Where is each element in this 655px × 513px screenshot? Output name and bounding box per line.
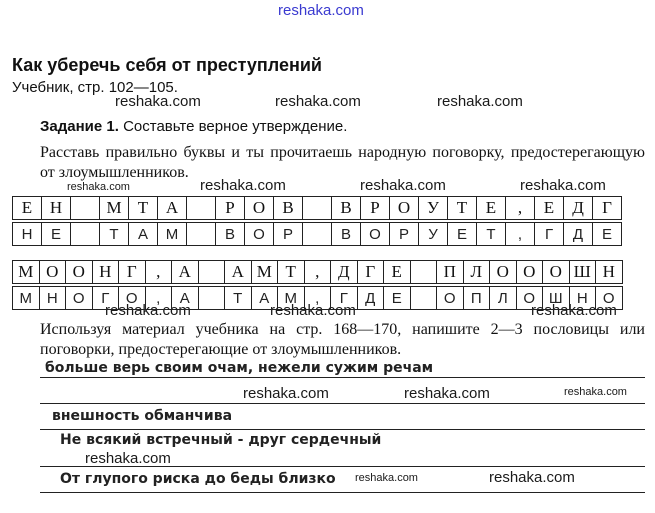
puzzle-cell [186, 222, 216, 246]
puzzle-cell: Е [383, 286, 411, 310]
puzzle-row2-scrambled [12, 260, 622, 283]
puzzle-cell: М [12, 286, 40, 310]
puzzle-cell: Т [128, 196, 158, 220]
puzzle-cell: Т [99, 222, 129, 246]
puzzle-cell: П [436, 260, 464, 284]
puzzle-cell: О [65, 286, 93, 310]
puzzle-cell: Р [389, 222, 419, 246]
puzzle-cell: О [244, 222, 274, 246]
puzzle-cell: Л [489, 286, 517, 310]
watermark: reshaka.com [200, 177, 286, 194]
puzzle-cell: Г [357, 260, 385, 284]
puzzle-cell: Ш [542, 286, 570, 310]
puzzle-cell: Г [534, 222, 564, 246]
task-heading [40, 118, 347, 135]
puzzle-cell: Н [41, 196, 71, 220]
answer-line [40, 377, 645, 378]
puzzle-cell: О [389, 196, 419, 220]
puzzle-cell: Г [92, 286, 120, 310]
puzzle-cell: У [418, 196, 448, 220]
puzzle-cell: Н [595, 260, 623, 284]
watermark: reshaka.com [275, 93, 361, 110]
puzzle-cell: О [244, 196, 274, 220]
puzzle-cell: Г [592, 196, 622, 220]
puzzle-cell: В [331, 222, 361, 246]
puzzle-cell: А [157, 196, 187, 220]
page-subtitle: Учебник, стр. 102—105. [12, 79, 178, 96]
puzzle-cell: Р [273, 222, 303, 246]
answer-1: больше верь своим очам, нежели сужим речам [45, 360, 434, 376]
puzzle-cell [198, 286, 226, 310]
puzzle-cell: М [251, 260, 279, 284]
puzzle-cell: А [171, 260, 199, 284]
puzzle-cell [302, 222, 332, 246]
puzzle-cell [302, 196, 332, 220]
watermark: reshaka.com [270, 302, 356, 319]
puzzle-cell: Е [12, 196, 42, 220]
task-text: Составьте верное утверждение. [123, 118, 348, 135]
puzzle-cell: У [418, 222, 448, 246]
puzzle-cell: Т [447, 196, 477, 220]
puzzle-cell: , [145, 286, 173, 310]
puzzle-cell: Н [39, 286, 67, 310]
puzzle-cell [186, 196, 216, 220]
puzzle-cell: В [215, 222, 245, 246]
puzzle-cell: Е [383, 260, 411, 284]
watermark: reshaka.com [489, 469, 575, 486]
puzzle-cell: М [157, 222, 187, 246]
puzzle-cell: , [304, 286, 332, 310]
answer-2: внешность обманчива [52, 408, 233, 424]
puzzle-cell: Т [224, 286, 252, 310]
puzzle-cell: Л [463, 260, 491, 284]
second-instruction: Используя материал учебника на стр. 168—170, напишите 2—3 пословицы или поговорки, предостерегающие от злоумышленников. [40, 321, 645, 358]
puzzle-cell: А [251, 286, 279, 310]
puzzle-cell: Ш [569, 260, 597, 284]
puzzle-cell: Р [360, 196, 390, 220]
watermark: reshaka.com [105, 302, 191, 319]
watermark: reshaka.com [243, 385, 329, 402]
watermark: reshaka.com [355, 472, 418, 484]
puzzle-cell: О [118, 286, 146, 310]
puzzle-cell: , [145, 260, 173, 284]
puzzle-cell: П [463, 286, 491, 310]
watermark: reshaka.com [115, 93, 201, 110]
puzzle-cell: Р [215, 196, 245, 220]
task-instruction: Расставь правильно буквы и ты прочитаешь народную поговорку, предостерегающую от злоумышленников. [40, 144, 645, 181]
puzzle-cell: Е [41, 222, 71, 246]
puzzle-cell: Д [563, 196, 593, 220]
puzzle-cell: О [65, 260, 93, 284]
puzzle-cell: О [595, 286, 623, 310]
puzzle-cell: О [360, 222, 390, 246]
puzzle-cell: О [39, 260, 67, 284]
puzzle-cell: А [171, 286, 199, 310]
puzzle-cell: А [224, 260, 252, 284]
puzzle-cell: О [516, 286, 544, 310]
puzzle-cell: Т [476, 222, 506, 246]
puzzle-cell: О [489, 260, 517, 284]
answer-line [40, 429, 645, 430]
puzzle-cell: О [542, 260, 570, 284]
puzzle-cell: М [99, 196, 129, 220]
answer-line [40, 492, 645, 493]
puzzle-cell [198, 260, 226, 284]
watermark: reshaka.com [437, 93, 523, 110]
watermark: reshaka.com [404, 385, 490, 402]
puzzle-cell: Н [92, 260, 120, 284]
answer-4: От глупого риска до беды близко [60, 471, 336, 487]
puzzle-cell: , [505, 196, 535, 220]
puzzle-cell [410, 260, 438, 284]
watermark-top: reshaka.com [278, 2, 364, 19]
puzzle-row1-answer [12, 222, 621, 245]
puzzle-cell: Д [357, 286, 385, 310]
puzzle-cell: В [331, 196, 361, 220]
puzzle-cell: Г [330, 286, 358, 310]
puzzle-cell [70, 222, 100, 246]
page-title: Как уберечь себя от преступлений [12, 55, 322, 75]
puzzle-cell [410, 286, 438, 310]
puzzle-row2-answer [12, 286, 622, 309]
puzzle-cell [70, 196, 100, 220]
puzzle-cell: Д [330, 260, 358, 284]
puzzle-cell: Е [534, 196, 564, 220]
puzzle-cell: М [12, 260, 40, 284]
puzzle-cell: Н [569, 286, 597, 310]
watermark: reshaka.com [531, 302, 617, 319]
puzzle-cell: О [436, 286, 464, 310]
watermark: reshaka.com [360, 177, 446, 194]
puzzle-cell: А [128, 222, 158, 246]
answer-line [40, 466, 645, 467]
puzzle-cell: О [516, 260, 544, 284]
puzzle-cell: , [304, 260, 332, 284]
watermark: reshaka.com [85, 450, 171, 467]
puzzle-cell: , [505, 222, 535, 246]
puzzle-cell: Е [476, 196, 506, 220]
puzzle-row1-scrambled [12, 196, 621, 219]
watermark: reshaka.com [564, 386, 627, 398]
puzzle-cell: Е [592, 222, 622, 246]
watermark: reshaka.com [520, 177, 606, 194]
watermark: reshaka.com [67, 181, 130, 193]
puzzle-cell: Е [447, 222, 477, 246]
task-label: Задание 1. [40, 118, 119, 135]
puzzle-cell: М [277, 286, 305, 310]
puzzle-cell: Т [277, 260, 305, 284]
answer-line [40, 403, 645, 404]
answer-3: Не всякий встречный - друг сердечный [60, 432, 382, 448]
puzzle-cell: Д [563, 222, 593, 246]
puzzle-cell: Г [118, 260, 146, 284]
puzzle-cell: Н [12, 222, 42, 246]
puzzle-cell: В [273, 196, 303, 220]
